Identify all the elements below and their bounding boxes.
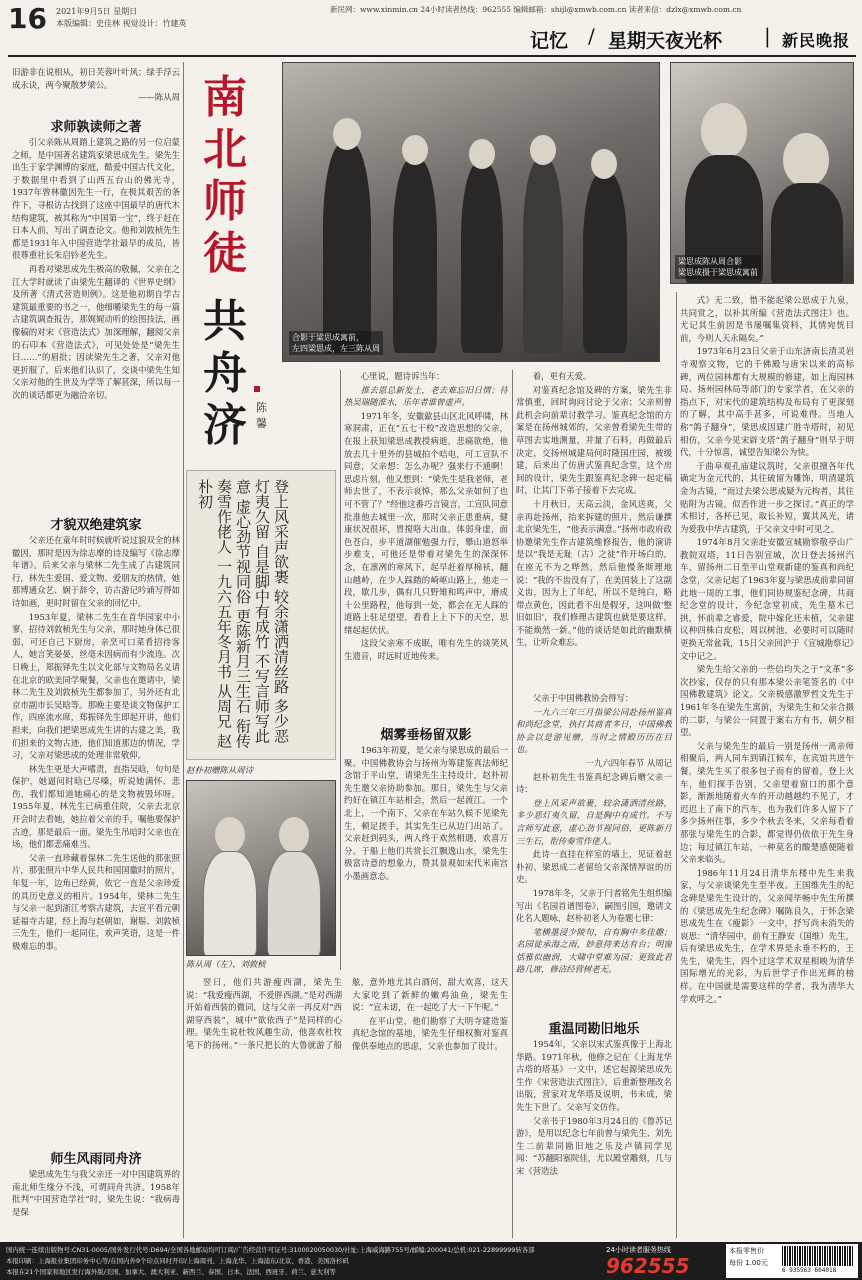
paragraph: 着，更有天爱。 [532,371,592,381]
epigraph [12,66,180,110]
caption-line: 梁思成陈从周合影 [678,257,742,266]
col4-block-2 [516,692,672,1012]
caption-line: 合影于梁思成寓前， [292,333,364,342]
column-rule [340,370,341,970]
column-rule [183,62,184,1238]
barcode-number: 6 935563 604018 [782,1267,837,1274]
title-main: 南北师徒 [203,72,247,279]
paragraph: 式》无二致，惜不能起梁公思成于九泉，共同赏之，以补其所编《营造法式图注》也。尤记其生前因是书屡嘱集资料，其情宛恍目前，今则人天永隔矣。” [680,295,854,343]
issue-date: 2021年9月5日 星期日 [56,7,138,16]
person-head [469,139,495,169]
col5-block [680,294,854,1238]
photo-caption [289,331,383,355]
paragraph: 梁先生给父亲的一些信均失之于“文革”多次抄家，仅存的只有那本梁公亲笔签名的《中国佛教建筑》论文。父亲极感激罗哲文先生于1961年冬在梁先生寓前，为梁先生和父亲合摄的二影，与梁公一同置于案右方有书，朝夕相望。 [680,664,854,738]
subhead-3: 师生风雨同舟济 [50,1152,142,1167]
paragraph: 1954年，父亲以宋式鉴真像于上海北华路。1971年秋，他修之记在《上海龙华古塔的塔基》一文中，述它起源梁思成先生作《宋营造法式图注》，后重新整理改名出版，营家对龙华塔及说明，书未成，梁先生下世了。父亲写文仿作。 [516,1039,672,1112]
paragraph: 1971年冬，安徽歙县山区北风呼啸，林寒洞肃，正在“五七干校”改造思想的父亲，在报上获知梁思成教授病逝，悲痛欲绝，他放去几十里外的县城拍个唁电，可工宣队不同意，父亲想：怎么办呢？强来行不通啊！思虑片刻，他又想到：“梁先生是我老师，老师去世了，不表示哀悼，那么父亲如何了也可不管了？”经他这番巧言镜言，工宣队同意批准他去城里一次，那时父亲正患重病，健康状况很坏，胃搅咯大出血，体弱身虚，面色苍白，步平道湖催勉强力行，攀山道怒举步难支，可他还是带着对梁先生的深深怀念，在凛冽的寒风下，起早赶着厚棉袄，翻山越岭，在少人踩踏的崎岖山路上，他走一段，歇几步，偶有几只野雉和鸣声中，磨成十公里路程，他每到一处，都会在无人踩的道路上驻足望望，看看上上下下的天空，思绪起起伏伏。 [344,410,508,635]
footer-line-1: 国内统一连续出版物号:CN31-0005/国外发行代号:D694/全国各地邮局均可订阅/广告经营许可证号:3100020050030/社址:上海威海路755号/邮编:200041/总机:021-22899999转各部 [6,1246,535,1254]
footer-line-3: 本报在21个国家和地区发行海外版/美国、加拿大、澳大利亚、新西兰、泰国、日本、法国、西班牙、荷兰、意大利等 [6,1268,336,1276]
col1-block-2 [12,534,180,1142]
column-rule [676,292,677,1238]
portrait-photo-small [186,780,336,956]
paragraph: 父亲书于1980年3月24日的《鲁苏记游》，是用以纪念七年前曾与梁先生、刘先生二前辈同勘旧地之乐及卢镇同学见闻：“苏翻阳塞院佳，尤以殿堂雕刻，几与宋《营造法 [516,1115,672,1176]
page-number: 16 [8,2,47,35]
person-head [402,135,428,165]
person-figure [461,163,503,353]
paragraph: 1978年冬，父亲于闩者铭先生组织编写出《名园首谱图卷》，嗣图引国，邀请文化名人题咏，赵朴初老人为卷题七律： [516,887,672,924]
person-head [783,133,829,187]
paragraph: 于曲阜观孔庙建议筑时，父亲很擅各年代确定为金元代的，其往破留为雕饰，明清建筑金为古镜，“而过去梁公思成疑为元构者，其往贴附为古镜，似否作进一步之探讨。”真正的学术相讨，各杯已见，取长补短，翼其风光，诸为爱我中华古建筑，于父亲文中时可见之。 [680,460,854,534]
person-figure [523,159,563,353]
footer-line-2: 本报印刷：上海报业集团印务中心等/在国内外9个印点同时开印/上海周刊、上海龙华、上海浦东/北京、香港、美国洛杉矶 [6,1257,349,1265]
paragraph: 梁思成先生与我父亲还一对中国建筑界的南北师生缘分不浅，可谓同舟共济。1958年批判“中国营造学社”时，梁先生说：“我病毒是保 [12,1169,180,1217]
paragraph: 在平山堂，他们勘察了大明寺建造鉴真纪念馆的基地，梁先生仔细权衡对鉴真像供奉地点的思虑，父亲也参加了设计。 [352,1015,508,1051]
person-head [701,103,747,159]
paragraph: 引父亲陈从周踏上建筑之路的另一位启蒙之师，是中国著名建筑家梁思成先生。梁先生出生于家学渊博的家庭，酷爱中国古代文化，于数据里中看到了山西五台山的佛光寺，1937年曾林徽因先生一行，在极其艰苦的条件下，寻根访古找到了这座中国最早的唐代木结构建筑，被其称为“中国第一宝”，终于赶在日本人前，写出了调查论文。他和刘敦桢先生都是1931年入中国营造学社最早的成员，皆很尊重社长朱启钤老先生。 [12,137,180,261]
subhead-4: 烟雾垂杨留双影 [380,728,472,743]
caption-line: 梁思成摄于梁思成寓前 [678,268,758,277]
paragraph: 赵朴初先生书鉴真纪念碑后赠父亲一诗： [516,771,672,795]
person-head [530,135,556,165]
verse: 登上风采声欲裹，较余潇洒清丝路，多少恶灯夷久留，自是胸中有成竹。不写言师写此意，虚心劲节视同俗，更陈新月三生石，衔传奏雪作佬人。 [516,797,672,846]
masthead-rule [8,55,856,57]
paragraph: 父亲一直珍藏着保林二先生送他的那张照片，那张照片中华人民共和国国徽时的照片，年复一年，边角已经黄，依它一直是父亲珍爱的具历史意义的相片。1954年，梁林二先生与父亲一起到浙江考察古建筑，去宣平看元朝延福寺古建，经上海与赵朝如，谢鬃、刘敦桢三先生，他们一起同住，欢声笑语，这是一件极难忘的事。 [12,852,180,951]
paragraph: 父亲于中国佛教协会得写： [532,693,634,703]
paragraph: 林先生更是大声嗜责，直指吴晗，句句是保护，她逼问时晗已尽嗓，听说她满怀、悲伤，我们都知道她痛心的是文物被毁坏呀。1955年夏，林先生已病重住院，父亲去北京开会时去看她，她拉着父亲的手，嘱他要保护古迹，那是最后一面。梁先生吊唁时父亲也在场，他们都悲痛难当。 [12,763,180,850]
paragraph: 翌日，他们共游瘦西湖，梁先生说：“我爱瘦西湖，不爱胖西湖。”是对西湖开始着西装的微词，这与父亲一再反对“西湖穿西装”，城中“欲依西子”是同样的心理。梁先生说杜牧风趣生动，他喜欢杜牧笔下的扬州。”一条尺把长的大鲁就游了船舷，意外地尤其白酒何，甜大欢喜，这天大家吃到了新鲜的嫩鸡油鱼，梁先生说：“宣未诺，在一起吃了大一下午呢。” [186,977,508,1050]
title-dot [254,386,260,392]
letter-text: 登上风采声欲裹 较余潇洒清丝路 多少恶灯夷久留 自是脚中有成竹 不写言师写此意 虚心劲节视同俗 更陈新月三生石 衔传奏雪作佬人 一九六五年冬月书 从周兄 赵朴初 [196,479,290,749]
epigraph-text: 旧游非在说相从，初日芙蓉叶叶风；绿手浮云成永诀，两今聚散梦梁公。 [12,67,180,90]
person-figure [267,851,321,956]
verse: 笔横墨浸少陵句，自有胸中多佳趣；名园徒承海之雨，妙意持来达有台；明窗恬雅似幽润，大啸中堂难为园；更致此君路几席，修洁经营树老无。 [516,926,672,975]
paragraph: 1953年夏，梁林二先生在首华园家中小寥，招待刘敦桢先生与父亲，那时她身体已很弱，可还自己下厨房，亲烹可口菜肴招待客人，她言笑晏晏，丝毫未因病而有少流连。次日晚上，郑振铎先生以文化部与文物局名义请在北京的欧美同学聚餐，父亲也在邀请中，梁林二先生及刘敦桢先生都参加了，另外还有北京市副市长吴晗等。那晚主要是谈文物保护工作，四座流水席，郑振铎先生即起开讲，他们担来，向我们把梁思成先生讲的古建之美，我们担来的文物古迹，他们知道那边的情况，学习，父亲对梁思成的处理非常敬仰。 [12,611,180,761]
person-head [215,817,245,853]
price-label: 本报零售价 [729,1247,764,1255]
title-sub: 共舟济 [203,296,247,451]
paragraph: 1974年8月父亲赴安徽宣城勘察敬亭山广教院双塔，11日告别宣城，次日登去扬州汽车，留扬州二日至平山堂观新建的鉴真和尚纪念堂，父亲记起了1963年夏与梁思成前辈同留此地一周的工事，他们同协规鉴纪念碑，共商纪念堂的设计，今纪念堂初成，先生墓木已拱，怀前辈之睿爱，院中嫁化还未植，父亲建议种四株白皮松，周以树池，必要时可以随时更换无常盆栽，15日父亲回沪于《宣城勘察记》文中记之。 [680,537,854,661]
group-photo [282,62,660,362]
caption-line: 左四梁思成，左三陈从周 [292,344,380,353]
price-value: 每份 1.00元 [729,1259,768,1267]
author-byline: 陈馨 [256,401,267,430]
person-figure [393,159,437,353]
portrait-caption: 陈从周（左）、刘敦桢 [186,959,266,969]
price-box [726,1244,858,1278]
person-figure [203,851,257,956]
col1-block-3 [12,1168,180,1234]
column-rule [512,370,513,1238]
person-head [279,817,309,853]
epigraph-attr: ——陈从周 [138,92,180,103]
paragraph: 父亲还在童年时时候就听说过貌双全的林徽因，那时是因为徐志摩的诗及编写《徐志摩年谱》。后来父亲与梁林二先生成了古建筑同行，林先生爱国、爱文物、爱朋友的热情，她那博通众艺、娴于辞令，访古游记吟诵写得如诗如画，更时时留在父亲的回忆中。 [12,535,180,608]
person-figure [323,143,371,353]
paragraph: 十月秋日，天高云淡，金风送爽，父亲再赴扬州，抬来拆建的照片，然后谦撰北京梁先生，“他表示满意。”扬州市政府政协邀梁先生作古建筑维修报告，他的演讲是以“我是无耻（古）之徒”作开场白的，在座无不为之哗然，然后他慢条斯理地说：“我的不齿没有了，在美国装上了这副义齿，因为上了年纪，所以不是纯白，略带点黄色，因此看不出是假牙，这叫做‘整旧如旧’，我们修理古建筑也就是要这样，不能焕然一新。”他的谈话是如此的幽默横生，让听众难忘。 [516,498,672,648]
paragraph: 1986年11月24日清华东楼中先生来我家，与父亲谈梁先生至半夜。王国维先生的纪念碑是梁先生设计的，父亲闻毕畅中先生所撰的《梁思成先生纪念碑》嘱陈良久，于怀念梁思成先生在《瘦影》一文中，抒写尚未消失的哀思：“清华园中，前有王静安（国维）先生，后有梁思成先生，在学术界是永垂不朽的，王先生，梁先生，四个过这学术双星相映为清华国际增光的光彩，为后世学子作出光辉的榜样。在中国就是需要这样的学者，我为清华大学欢呼之。” [680,867,854,1004]
col1-block-1 [12,136,180,511]
site-info: 新民网：www.xinmin.cn 24小时读者热线：962555 编辑邮箱：shijl@xmwb.com.cn 读者来信：dzlx@xmwb.com.cn [330,5,742,14]
paragraph: 这段父亲寒不成眠，唯有先生的谈笑风生遗音，时远时近地传来。 [344,638,508,662]
section-slash: / [588,24,595,48]
subhead-5: 重温同勘旧地乐 [548,1022,640,1037]
person-head [333,118,361,150]
section-title: 记忆 [530,30,569,52]
photo-caption [675,255,761,279]
subhead-1: 求师孰读师之著 [50,120,142,135]
paragraph: 对鉴真纪念馆及碑的方案，梁先生非常慎重，回时询问讨论于父亲；父亲则曾此机会向前辈讨教学习。鉴真纪念馆的方案是在扬州城郊的，父亲曾看梁先生带的草图去实地测量，并量了石料，再做最后决定，交扬州城建局何时隆国庄园，被缓建，后来出了仿唐式鉴真纪念堂，这个房间的设计，梁先生跟鉴真纪念碑一起定稿时，让其门下弟子接着下去完成。 [516,384,672,496]
calligraphy-letter [186,470,336,760]
paragraph: 1973年6月23日父亲于山东济南长清灵岩寺观察文物，它的千佛殿与唐宋以来的高标碑，两位园林都有大规模的修建，如上海园林局、扬州园林局等部门的专家学者，在父亲的指点下，对宋代的建筑结构及布局有了更深刻的了解，其中高手甚多，可说难得。当地人称“鸽子翻身”，梁思成因建广胜寺塔时，初见相仿，父亲今见宋辟支塔“鸽子翻身”则早于明代，十分惊喜，诚望告知梁公为快。 [680,346,854,458]
hotline-number: 962555 [606,1254,690,1278]
person-figure [771,183,843,284]
column-divider: | [764,24,771,48]
barcode-icon [782,1246,854,1266]
verse: 一九六三年三月指梁公同赴扬州鉴真和尚纪念堂，执打其商者多日，中国佛教协会以是游见赠，当时之情殿历历在目也。 [516,706,672,755]
verse-sign: 一九六四年春节 从周记 [585,757,672,768]
person-figure [583,173,627,353]
col4-block-3 [516,1038,672,1238]
editor-credits: 本版编辑：史佳林 视觉设计：竹建英 [56,19,187,28]
paragraph: 父亲与梁先生的最后一别是扬州一离亲师相聚后，两人同车到镇江候车，在宾馆共进午餐，梁先生买了很多包子而有的留着，登上火车，他们探手告别，父亲望着窗口的那个意影，渐渐地随着火车的开动越越约不见了，才迟迟上了南下的汽车，也为我们许多人留下了多少扬州往事，多少个秋去冬来，父亲每看着那张与梁先生的合影，都觉得仍依依于先生身边；每过镇江车站，一种莫名的酸楚感便随着父亲来临头。 [680,740,854,865]
paper-logo: 新民晚报 [782,31,851,50]
col4-block-1 [516,370,672,690]
col3-block-3 [186,976,508,1238]
portrait-photo-right [670,62,854,284]
verse: 推去恩总新发土，老去难忘旧日情；待热吴瑞随淮水，乐年者谁曾虚声。 [344,384,508,408]
paragraph: 1963年初夏，是父亲与梁思成的最后一聚。中国佛教协会与扬州为筹建鉴真法师纪念馆于平山堂，请梁先生主持设计，赵朴初先生邀父亲协助参加。那日，梁先生与父亲约好在镇江车站相会，然后一起渡江。一个北上，一个南下，父亲在车站久候不见梁先生，顿足搓手，其实先生已从边门出站了。父亲赶到码头，两人终于欢然相遇，欢喜万分。于船上他们共赏长江飘逸山水，梁先生极富诗意的想象力，赞其景观如宋代米南宫小墨画意态。 [344,745,508,881]
letter-caption: 赵朴初赠陈从周诗 [186,765,253,775]
person-head [591,149,617,179]
paragraph: 心里说，题诗诉当年： [360,371,445,381]
hotline-label: 24小时读者服务热线 [606,1246,671,1254]
paragraph: 此诗一直挂在梓室的墙上，见证着赵朴初、梁思成二老留给父亲深情厚谊的历史。 [516,849,672,885]
col3-block-2 [344,744,508,972]
col3-block-1 [344,370,508,716]
column-title: 星期天夜光杯 [608,30,723,52]
subhead-2: 才貌双绝建筑家 [50,518,142,533]
paragraph: 再看对梁思成先生极高的敬佩，父亲在之江大学时就读了由梁先生翻译的《世界史纲》及所著《清式营造则例》。这是他初期自学古建筑最重要的书之一，他细嚼梁先生的每一篇古建筑调查报告，那娓娓动听的绘图技法，画像稿的对宋《营造法式》加深理解，翻阅父亲的石印本《营造法式》，可见处处是“梁先生曰……”的眉批；因读梁先生之著，父亲对他更折服了，后来他们认识了，交谈中梁先生知父亲对他的生世及为学等了解甚深，所以每一次的谈话都更为融洽亲切。 [12,263,180,400]
